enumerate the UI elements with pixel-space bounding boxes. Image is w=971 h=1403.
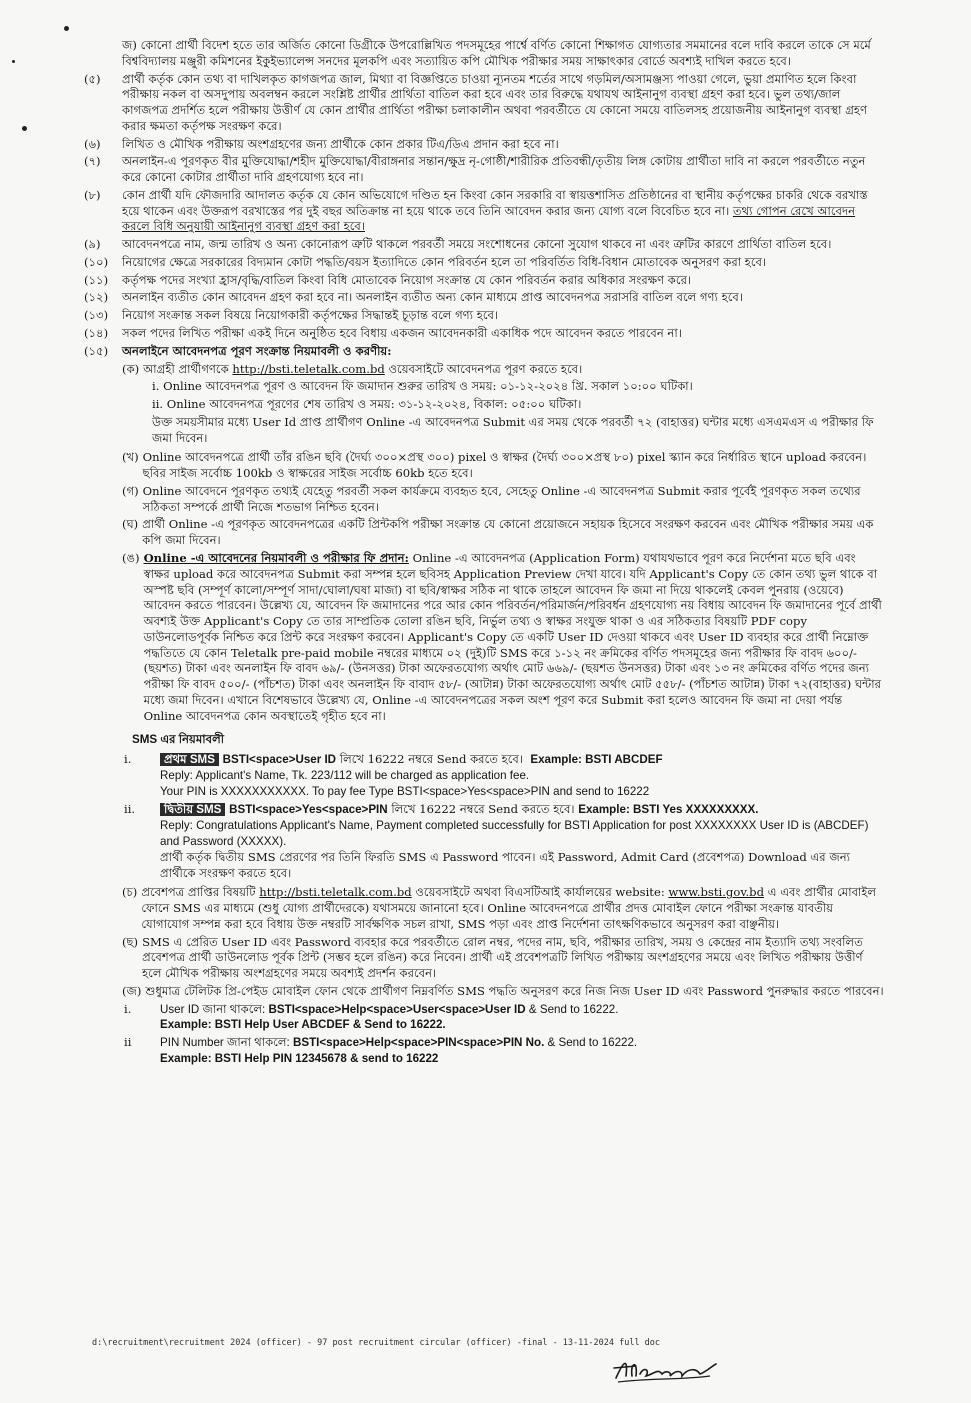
recovery-example: Example: BSTI Help PIN 12345678 & send to 16222 — [160, 1051, 439, 1065]
sub-text-post: এ এবং প্রার্থীর মোবাইল ফোনে SMS এর মাধ্যমে (শুধু যোগ্য প্রার্থীদেরকে) যথাসময়ে জানানো হবে। Online আবেদনপত্রে প্রার্থীর প্রদত্ত মোবাইল ফোনে পরীক্ষা সংক্রান্ত যাবতীয় যোগাযোগ সম্পন্ন করা হবে বিধায় উক্ত নম্বরটি সার্বক্ষণিক সচল রাখা, SMS পড়া এবং প্রাপ্ত নির্দেশনা তাৎক্ষণিকভাবে অনুসরণ করা বাঞ্ছনীয়। — [141, 885, 877, 931]
clause-5 — [84, 72, 884, 135]
sms-command: BSTI<space>User ID — [222, 753, 337, 767]
sms-reply: Your PIN is XXXXXXXXXXX. To pay fee Type BSTI<space>Yes<space>PIN and send to 16222 — [160, 784, 650, 798]
sub-text — [141, 885, 884, 932]
sms-badge: প্রথম SMS — [160, 753, 219, 766]
clause-text: আবেদনপত্রে নাম, জন্ম তারিখ ও অন্য কোনোরূপ ত্রুটি থাকলে পরবর্তী সময়ে সংশোধনের কোনো সুযোগ থাকবে না এবং ত্রুটির কারণে প্রার্থিতা বাতিল হবে। — [122, 237, 832, 252]
clause-jha — [84, 38, 884, 70]
sms-password-note: প্রার্থী কর্তৃক দ্বিতীয় SMS প্রেরণের পর তিনি ফিরতি SMS এ Password পাবেন। এই Password, Admit Card (প্রবেশপত্র) Download এর জন্য প্রার্থীকে সংরক্ষণ করতে হবে। — [160, 849, 850, 880]
recovery-user-id — [124, 1002, 884, 1034]
sub-label: (খ) — [122, 450, 139, 465]
teletalk-link[interactable]: http://bsti.teletalk.com.bd — [259, 885, 412, 900]
sub-chha — [122, 935, 884, 982]
clause-12 — [84, 290, 884, 306]
fee-deadline-note: উক্ত সময়সীমার মধ্যে User Id প্রাপ্ত প্রার্থীগণ Online -এ আবেদনপত্র Submit এর সময় থেকে পরবর্তী ৭২ (বাহাত্তর) ঘন্টার মধ্যে এসএমএস এ পরীক্ষার ফি জমা দিবেন। — [152, 414, 874, 445]
margin-dot — [64, 26, 69, 31]
recovery-example: Example: BSTI Help User ABCDEF & Send to 16222. — [160, 1018, 446, 1032]
sub-label: (গ) — [122, 483, 139, 498]
clause-number: (৮) — [84, 187, 101, 202]
clause-13 — [84, 308, 884, 324]
sub-text: প্রার্থী Online -এ পূরণকৃত আবেদনপত্রের একটি প্রিন্টকপি পরীক্ষা সংক্রান্ত যে কোনো প্রয়োজনে সহায়ক হিসেবে সংরক্ষণ করবেন এবং মৌখিক পরীক্ষার সময় এক কপি জমা দিবেন। — [142, 517, 874, 548]
clause-number: (১৫) — [84, 343, 109, 358]
sms-command: BSTI<space>Yes<space>PIN — [229, 803, 388, 817]
clause-text: অনলাইন ব্যতীত কোন আবেদন গ্রহণ করা হবে না। অনলাইন ব্যতীত অন্য কোন মাধ্যমে প্রাপ্ত আবেদনপত্র সরাসরি বাতিল বলে গণ্য হবে। — [122, 290, 743, 305]
sub-text — [143, 362, 884, 378]
sms-command-line — [160, 802, 884, 818]
sms-first — [124, 752, 884, 799]
sub-label: (ঘ) — [122, 517, 139, 532]
sub-text: শুধুমাত্র টেলিটক প্রি-পেইড মোবাইল ফোন থেকে প্রার্থীগণ নিম্নবর্ণিত SMS পদ্ধতি অনুসরণ করে নিজ নিজ User ID এবং Password পুনরুদ্ধার করতে পারবেন। — [145, 983, 884, 998]
sub-label: (ছ) — [122, 934, 139, 949]
sub-label: (চ) — [122, 885, 138, 900]
bsti-website-link[interactable]: www.bsti.gov.bd — [668, 885, 765, 900]
sms-badge: দ্বিতীয় SMS — [160, 803, 225, 816]
clause-text: লিখিত ও মৌখিক পরীক্ষায় অংশগ্রহণের জন্য প্রার্থীকে কোন প্রকার টিএ/ডিএ প্রদান করা হবে না। — [122, 136, 559, 151]
recovery-suffix: & Send to 16222. — [544, 1036, 638, 1050]
end-date-line: ii. Online আবেদনপত্র পূরণের শেষ তারিখ ও সময়: ৩১-১২-২০২৪, বিকাল: ০৫:০০ ঘটিকা। — [152, 397, 582, 412]
sub-text-pre: প্রবেশপত্র প্রাপ্তির বিষয়টি — [141, 885, 256, 900]
sub-uma — [122, 551, 884, 724]
file-path-footer: d:\recruitment\recruitment 2024 (officer) - 97 post recruitment circular (officer) -final - 13-11-2024 full doc — [92, 1338, 661, 1348]
sms-command-suffix: লিখে 16222 নম্বরে Send করতে হবে। — [336, 752, 523, 767]
margin-dot — [12, 60, 15, 63]
clause-number: (৭) — [84, 154, 101, 169]
clause-number: (১৪) — [84, 326, 109, 341]
sub-text: Online আবেদনপত্রে প্রার্থী তাঁর রঙিন ছবি (দৈর্ঘ্য ৩০০×প্রস্থ ৩০০) pixel ও স্বাক্ষর (দৈর্ঘ্য ৩০০×প্রস্থ ৮০) pixel স্ক্যান করে নির্ধারিত স্থানে upload করবেন। ছবির সাইজ সর্বোচ্চ 100kb ও স্বাক্ষরের সাইজ সর্বোচ্চ 60kb হতে হবে। — [142, 450, 867, 481]
clause-number: (৯) — [84, 237, 101, 252]
recovery-command: BSTI<space>Help<space>User<space>User ID — [268, 1002, 526, 1016]
margin-dot — [22, 126, 27, 131]
sms-example: Example: BSTI ABCDEF — [530, 753, 663, 767]
roman-numeral: i. — [124, 752, 132, 767]
sub-ga — [122, 484, 884, 516]
clause-number: (১১) — [84, 272, 109, 287]
circular-body — [84, 38, 884, 1069]
clause-text — [122, 188, 884, 235]
signature-underline — [618, 1376, 710, 1382]
clause-heading: অনলাইনে আবেদনপত্র পূরণ সংক্রান্ত নিয়মাবলী ও করণীয়: — [122, 343, 392, 358]
clause-8 — [84, 188, 884, 235]
clause-number: (১৩) — [84, 308, 109, 323]
start-date-line: i. Online আবেদনপত্র পূরণ ও আবেদন ফি জমাদান শুরুর তারিখ ও সময়: ০১-১২-২০২৪ খ্রি. সকাল ১০:০০ ঘটিকা। — [152, 379, 693, 394]
clause-text: জ) কোনো প্রার্থী বিদেশ হতে তার অর্জিত কোনো ডিগ্রীকে উপরোল্লিখিত পদসমূহের পার্শ্বে বর্ণিত কোনো শিক্ষাগত যোগ্যতার সমমানের বলে দাবি করলে তাকে সে মর্মে বিশ্ববিদ্যালয় মঞ্জুরী কমিশনের ইকুইভ্যালেন্স সনদের মূলকপি এবং সত্যায়িত কপি মৌখিক পরীক্ষার সময় সাক্ষাৎকার বোর্ডে অবশ্যই দাখিল করতে হবে। — [122, 38, 871, 68]
sub-label: (জ) — [122, 983, 142, 998]
roman-numeral: ii. — [124, 802, 136, 817]
sub-ja — [122, 984, 884, 1000]
clause-number: (১২) — [84, 290, 109, 305]
sub-label: (ক) — [122, 361, 140, 376]
clause-9 — [84, 237, 884, 253]
sub-text-post: ওয়েবসাইটে আবেদনপত্র পূরণ করতে হবে। — [388, 361, 583, 376]
sub-ka — [122, 362, 884, 378]
sub-gha — [122, 517, 884, 549]
sms-command-suffix: লিখে 16222 নম্বরে Send করতে হবে। — [387, 802, 575, 817]
clause-text-underlined: তথ্য গোপন রেখে আবেদন করলে বিধি অনুযায়ী আইনানুগ ব্যবস্থা গ্রহণ করা হবে। — [122, 203, 856, 234]
clause-10 — [84, 255, 884, 271]
sub-text-pre: আগ্রহী প্রার্থীগণকে — [143, 361, 229, 376]
sms-reply: Reply: Applicant's Name, Tk. 223/112 will be charged as application fee. — [160, 768, 530, 782]
roman-numeral: ii — [124, 1035, 132, 1050]
clause-number: (১০) — [84, 254, 109, 269]
clause-15 — [84, 344, 884, 360]
signature-stroke — [614, 1363, 716, 1378]
sms-first-content — [160, 752, 884, 799]
sub-kha — [122, 450, 884, 482]
clause-text: প্রার্থী কর্তৃক কোন তথ্য বা দাখিলকৃত কাগজপত্র জাল, মিথ্যা বা বিজ্ঞপ্তিতে চাওয়া ন্যূনতম শর্তের সাথে গড়মিল/অসামঞ্জস্য পাওয়া গেলে, ভুয়া প্রমাণিত হলে কিংবা পরীক্ষায় নকল বা অসদুপায় অবলম্বন করলে সংশ্লিষ্ট প্রার্থীর প্রার্থিতা বাতিল করা হবে এবং তার বিরুদ্ধে যথাযথ আইনানুগ ব্যবস্থা গ্রহণ করা হবে। ভুল তথ্য/জাল কাগজপত্র প্রদর্শিত হলে পরীক্ষায় উত্তীর্ণ যে কোন প্রার্থীর প্রার্থিতা পরীক্ষা চলাকালীন অথবা পরবর্তীতে যে কোনো সময়ে বাতিলসহ প্রয়োজনীয় আইনানুগ ব্যবস্থা গ্রহণ করার ক্ষমতা কর্তৃপক্ষ সংরক্ষণ করে। — [122, 71, 867, 133]
clause-11 — [84, 273, 884, 289]
clause-text: সকল পদের লিখিত পরীক্ষা একই দিনে অনুষ্ঠিত হবে বিধায় একজন আবেদনকারী একাধিক পদে আবেদন করতে পারবেন না। — [122, 326, 682, 341]
clause-text: অনলাইন-এ পূরণকৃত বীর মুক্তিযোদ্ধা/শহীদ মুক্তিযোদ্ধা/বীরাঙ্গনার সন্তান/ক্ষুদ্র নৃ-গোষ্ঠী/শারীরিক প্রতিবন্ধী/তৃতীয় লিঙ্গ কোটায় প্রার্থীতা দাবি না করলে পরবর্তীতে নতুন করে কোনো কোটার প্রার্থীতা দাবি গ্রহণযোগ্য হবে না। — [122, 154, 866, 185]
sub-text-mid: ওয়েবসাইটে অথবা বিএসটিআই কার্যালয়ের website: — [415, 885, 665, 900]
roman-numeral: i. — [124, 1001, 132, 1016]
recovery-pin — [124, 1035, 884, 1067]
recovery-suffix: & Send to 16222. — [525, 1002, 619, 1016]
sub-label: (ঙ) — [122, 550, 140, 565]
sms-second — [124, 802, 884, 881]
recovery-command: BSTI<space>Help<space>PIN<space>PIN No. — [292, 1036, 545, 1050]
sub-text — [144, 551, 884, 724]
recovery-content — [160, 1035, 884, 1067]
clause-7 — [84, 154, 884, 186]
recovery-condition: User ID জানা থাকলে: — [160, 1002, 266, 1016]
sub-text: Online আবেদনে পূরণকৃত তথ্যই যেহেতু পরবর্তী সকল কার্যক্রমে ব্যবহৃত হবে, সেহেতু Online -এ আবেদনপত্র Submit করার পূর্বেই পূরণকৃত সকল তথ্যের সঠিকতা সম্পর্কে প্রার্থী নিজে শতভাগ নিশ্চিত হবেন। — [142, 483, 861, 514]
sms-example: Example: BSTI Yes XXXXXXXXX. — [578, 803, 759, 817]
clause-text: নিয়োগের ক্ষেত্রে সরকারের বিদ্যমান কোটা পদ্ধতি/বয়স ইত্যাদিতে কোন পরিবর্তন হলে তা পরিবর্তিত বিধি-বিধান মোতাবেক অনুসরণ করা হবে। — [122, 254, 767, 269]
clause-number: (৫) — [84, 71, 101, 86]
signature — [610, 1352, 720, 1386]
sms-command-line — [160, 752, 884, 768]
clause-text: নিয়োগ সংক্রান্ত সকল বিষয়ে নিয়োগকারী কর্তৃপক্ষের সিদ্ধান্তই চূড়ান্ত বলে গণ্য হবে। — [122, 308, 499, 323]
sms-rules-title: SMS এর নিয়মাবলী — [132, 733, 225, 747]
clause-6 — [84, 137, 884, 153]
sub-heading: Online -এ আবেদনের নিয়মাবলী ও পরীক্ষার ফি প্রদান: — [143, 550, 409, 565]
sms-reply: Reply: Congratulations Applicant's Name, Payment completed successfully for BSTI Application for post XXXXXXXX User ID is (ABCDEF) and Password (XXXXX). — [160, 819, 869, 848]
clause-number: (৬) — [84, 136, 101, 151]
recovery-content — [160, 1002, 884, 1034]
sub-cha — [122, 885, 884, 932]
recovery-condition: PIN Number জানা থাকলে: — [160, 1036, 290, 1050]
clause-text: কর্তৃপক্ষ পদের সংখ্যা হ্রাস/বৃদ্ধি/বাতিল কিংবা বিধি মোতাবেক নিয়োগ সংক্রান্ত যে কোন পরিবর্তন করার অধিকার সংরক্ষণ করে। — [122, 272, 692, 287]
sub-text-body: Online -এ আবেদনপত্র (Application Form) যথাযথভাবে পূরণ করে নির্দেশনা মতে ছবি এবং স্বাক্ষর upload করে আবেদনপত্র Submit করা সম্পন্ন হলে ছবিসহ Application Preview দেখা যাবে। যদি Applicant's Copy তে কোন তথ্য ভুল থাকে বা অস্পষ্ট ছবি (সম্পূর্ণ কালো/সম্পূর্ণ সাদা/ঘোলা/ঘষা মাজা) বা ছবি/স্বাক্ষর সঠিক না থাকে তাহলে আবেদন ফি জমা না দিয়ে থাকলেই কেবল পুনরায় (ওয়েবে) আবেদন করতে পারবেন। উল্লেখ্য যে, আবেদন ফি জমাদানের পরে আর কোন পরিবর্তন/পরিমার্জন/পরিবর্ধন গ্রহণযোগ্য নয় বিধায় আবেদন ফি জমাদানের পূর্বে প্রার্থী অবশ্যই উক্ত Applicant's Copy তে তার সাম্প্রতিক তোলা রঙিন ছবি, নির্ভুল তথ্য ও স্বাক্ষর সংযুক্ত থাকা ও এর সঠিকতার বিষয়টি PDF copy ডাউনলোডপূর্বক নিশ্চিত করে প্রিন্ট করে সংরক্ষণ করবেন। Applicant's Copy তে একটি User ID দেওয়া থাকবে এবং User ID ব্যবহার করে প্রার্থী নিম্নোক্ত পদ্ধতিতে যে কোন Teletalk pre-paid mobile নম্বরের মাধ্যমে ০২ (দুই)টি SMS করে ১-১২ নং ক্রমিকের বর্ণিত পদসমূহের জন্য পরীক্ষার ফি বাবদ ৬০০/- (ছয়শত) টাকা এবং অনলাইন ফি বাবদ ৬৯/- (উনসত্তর) টাকা অফেরতযোগ্য অর্থাৎ মোট ৬৬৯/- (ছয়শত উনসত্তর) টাকা এবং ১৩ নং ক্রমিকের বর্ণিত পদের জন্য পরীক্ষা ফি বাবদ ৫০০/- (পাঁচশত) টাকা এবং অনলাইন ফি বাবাদ ৫৮/- (আটান্ন) টাকা অফেরতযোগ্য অর্থাৎ মোট ৫৫৮/- (পাঁচশত আটান্ন) টাকা ৭২(বাহাত্তর) ঘন্টার মধ্যে জমা দিবেন। এখানে বিশেষভাবে উল্লেখ্য যে, Online -এ আবেদনপত্রের সকল অংশ পূরণ করে Submit করা হলেও আবেদন ফি জমা না দেয়া পর্যন্ত Online আবেদনপত্র কোন অবস্থাতেই গৃহীত হবে না। — [143, 550, 882, 723]
teletalk-link[interactable]: http://bsti.teletalk.com.bd — [232, 361, 385, 376]
clause-text-main: কোন প্রার্থী যদি ফৌজদারি আদালত কর্তৃক যে কোন অভিযোগে দণ্ডিত হন কিংবা কোন সরকারি বা স্বায়ত্তশাসিত প্রতিষ্ঠানের বা স্থানীয় কর্তৃপক্ষের চাকরি থেকে বরখাস্ত হয়ে থাকেন এবং উক্তরূপ বরখাস্তের পর দুই বছর অতিক্রান্ত না হয়ে থাকে তবে তিনি আবেদন করার জন্য যোগ্য বলে বিবেচিত হবে না। — [122, 187, 868, 218]
sub-text: SMS এ প্রেরিত User ID এবং Password ব্যবহার করে পরবর্তীতে রোল নম্বর, পদের নাম, ছবি, পরীক্ষার তারিখ, সময় ও কেন্দ্রের নাম ইত্যাদি তথ্য সংবলিত প্রবেশপত্র প্রার্থী ডাউনলোড পূর্বক প্রিন্ট (সম্ভব হলে রঙিন) করে নিবেন। প্রার্থী এই প্রবেশপত্রটি লিখিত পরীক্ষায় অংশগ্রহণের সময়ে এবং লিখিত পরীক্ষায় উত্তীর্ণ হলে মৌখিক পরীক্ষায় অংশগ্রহণের সময়ে অবশ্যই প্রদর্শন করবেন। — [142, 934, 863, 981]
sms-second-content — [160, 802, 884, 881]
clause-14 — [84, 326, 884, 342]
